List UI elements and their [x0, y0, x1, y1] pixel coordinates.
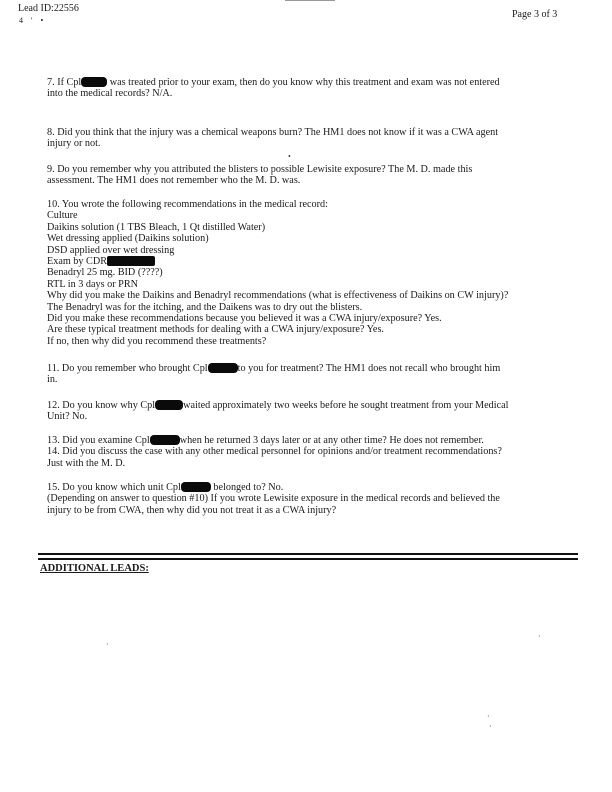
q10-line-10: The Benadryl was for the itching, and the Daikens was to dry out the blisters. [47, 301, 363, 313]
q10-line-6: Exam by CDR [47, 256, 107, 268]
q7-line-2: into the medical records? N/A. [47, 88, 173, 100]
question-9 [47, 164, 517, 187]
q15-line-3: injury to be from CWA, then why did you not treat it as a CWA injury? [47, 504, 337, 516]
header-marks: 4 ' • [19, 16, 47, 25]
q15-text-a: 15. Do you know which unit Cpl [47, 482, 181, 493]
q12-text-b: waited approximately two weeks before he sought treatment from your Medical [183, 400, 509, 411]
q10-line-5: DSD applied over wet dressing [47, 244, 175, 256]
scan-speck: · [538, 632, 541, 641]
q10-line-7: Benadryl 25 mg. BID (????) [47, 267, 163, 279]
q13-text-a: 13. Did you examine Cpl [47, 435, 150, 446]
q10-line-11: Did you make these recommendations because you believed it was a CWA injury/exposure? Yes. [47, 313, 442, 325]
question-10 [47, 199, 517, 347]
q10-line-1: 10. You wrote the following recommendations in the medical record: [47, 199, 328, 210]
redaction-bar [208, 363, 238, 373]
additional-leads-heading: ADDITIONAL LEADS: [40, 563, 149, 574]
q15-text-b: belonged to? No. [213, 482, 284, 493]
q10-line-9: Why did you make the Daikins and Benadryl recommendations (what is effectiveness of Daikins on CW injury)? [47, 290, 509, 302]
q9-line-1: 9. Do you remember why you attributed the blisters to possible Lewisite exposure? The M. D. made this [47, 164, 473, 175]
redaction-bar [150, 435, 180, 445]
q10-line-12: Are these typical treatment methods for dealing with a CWA injury/exposure? Yes. [47, 324, 384, 336]
question-11 [47, 363, 517, 386]
q11-line-2: in. [47, 374, 58, 386]
q7-text-a: 7. If Cpl [47, 77, 82, 88]
scan-speck: · [489, 722, 492, 731]
q7-text-b: was treated prior to your exam, then do you know why this treatment and exam was not entered [109, 77, 500, 88]
q11-text-b: to you for treatment? The HM1 does not recall who brought him [237, 363, 501, 374]
redaction-bar [81, 77, 107, 87]
q10-line-13: If no, then why did you recommend these treatments? [47, 335, 267, 347]
q10-line-3: Daikins solution (1 TBS Bleach, 1 Qt distilled Water) [47, 221, 266, 233]
question-12 [47, 400, 517, 423]
q9-line-2: assessment. The HM1 does not remember who the M. D. was. [47, 175, 301, 187]
q10-line-8: RTL in 3 days or PRN [47, 278, 138, 290]
scan-speck: · [487, 712, 490, 721]
question-7 [47, 77, 517, 100]
redaction-bar [181, 482, 211, 492]
q11-text-a: 11. Do you remember who brought Cpl [47, 363, 208, 374]
redaction-bar [107, 256, 155, 266]
lead-id: Lead ID:22556 [18, 3, 79, 14]
q8-line-1: 8. Did you think that the injury was a chemical weapons burn? The HM1 does not know if it was a CWA agent [47, 127, 499, 138]
question-8 [47, 127, 517, 150]
q15-line-2: (Depending on answer to question #10) If you wrote Lewisite exposure in the medical records and believed the [47, 493, 500, 505]
q10-line-2: Culture [47, 210, 78, 222]
redaction-bar [155, 400, 183, 410]
q12-text-a: 12. Do you know why Cpl [47, 400, 156, 411]
question-15 [47, 482, 517, 516]
scan-speck: · [106, 640, 109, 649]
q14-line-1: 14. Did you discuss the case with any other medical personnel for opinions and/or treatment recommendations? [47, 446, 502, 458]
page-number: Page 3 of 3 [512, 9, 558, 20]
q13-text-b: when he returned 3 days later or at any other time? He does not remember. [179, 435, 484, 446]
q14-line-2: Just with the M. D. [47, 457, 126, 469]
q10-line-4: Wet dressing applied (Daikins solution) [47, 233, 209, 245]
top-scan-mark [285, 0, 335, 1]
scan-speck: • [288, 152, 291, 161]
question-13-14 [47, 435, 517, 469]
q12-line-2: Unit? No. [47, 411, 88, 423]
divider-line [38, 553, 578, 555]
q8-line-2: injury or not. [47, 138, 101, 150]
divider-line [38, 558, 578, 560]
